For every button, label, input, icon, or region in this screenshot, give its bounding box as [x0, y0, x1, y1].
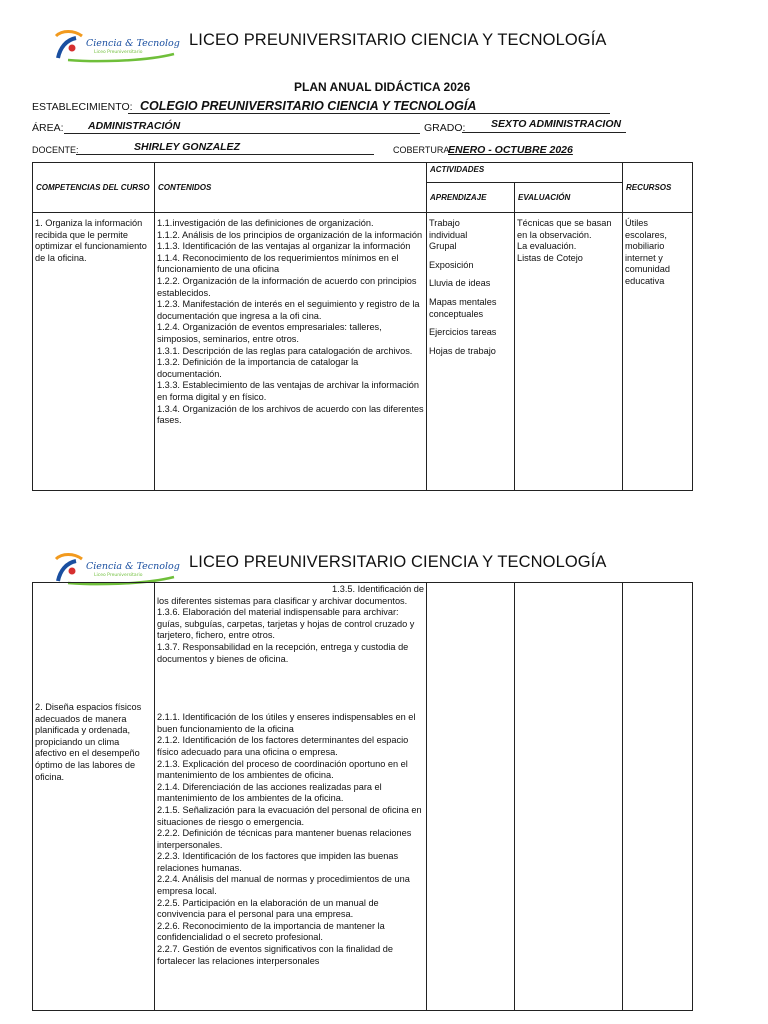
aprendizaje-item: Hojas de trabajo [429, 345, 496, 356]
contenido-item: los diferentes sistemas para clasificar y archivar documentos. [157, 595, 408, 606]
logo-text: Ciencia & Tecnología [86, 561, 180, 572]
grado-value: SEXTO ADMINISTRACION [491, 118, 622, 130]
logo-text: Ciencia & Tecnología [86, 38, 180, 49]
header-actividades: ACTIVIDADES [427, 163, 623, 183]
contenido-item: 2.2.4. Análisis del manual de normas y procedimientos de una empresa local. [157, 874, 410, 897]
logo-subtext: Liceo Preuniversitario [94, 573, 143, 578]
logo-swoosh-icon [52, 28, 180, 64]
docente-label: DOCENTE: [32, 145, 79, 155]
grado-line [462, 132, 626, 133]
contenido-item: 2.2.6. Reconocimiento de la importancia de mantener la confidencialidad o el secreto profesional. [157, 920, 385, 943]
establecimiento-line [128, 113, 610, 114]
contenido-item: 1.2.4. Organización de eventos empresariales: talleres, simposios, seminarios, entre otros. [157, 322, 382, 344]
competencia-cell: 1. Organiza la información recibida que le permite optimizar el funcionamiento de la oficina. [33, 213, 155, 491]
contenido-item: 1.3.5. Identificación de [332, 584, 424, 594]
header-evaluacion: EVALUACIÓN [515, 183, 623, 213]
contenido-item: 2.1.4. Diferenciación de las acciones realizadas para el mantenimiento de los ambientes de la oficina. [157, 781, 382, 804]
establecimiento-value: COLEGIO PREUNIVERSITARIO CIENCIA Y TECNOLOGÍA [140, 99, 477, 113]
cobertura-label: COBERTURA [393, 145, 450, 155]
aprendizaje-item: Trabajo individual Grupal [429, 218, 468, 252]
contenido-item: 1.1.4. Reconocimiento de los requerimientos mínimos en el funcionamiento de una oficina [157, 252, 399, 275]
contenido-item: 1.3.3. Establecimiento de las ventajas de archivar la información en forma digital y en físico. [157, 380, 419, 402]
contenido-item: 1.1.investigación de las definiciones de organización. [157, 218, 374, 228]
contenido-gap [157, 665, 424, 712]
recursos-cell: Útiles escolares, mobiliario internet y comunidad educativa [623, 213, 693, 491]
contenido-item: 2.2.5. Participación en la elaboración de un manual de convivencia para el personal para una empresa. [157, 897, 379, 920]
contenido-item: 2.2.2. Definición de técnicas para mantener buenas relaciones interpersonales. [157, 828, 412, 850]
evaluacion-cell [515, 583, 623, 1011]
contenido-item: 2.2.3. Identificación de los factores que impiden las buenas relaciones humanas. [157, 851, 399, 873]
header-contenidos: CONTENIDOS [155, 163, 427, 213]
area-line [64, 133, 420, 134]
area-label: ÁREA: [32, 122, 64, 134]
contenido-item: 1.1.3. Identificación de las ventajas al organizar la información [157, 241, 411, 252]
area-value: ADMINISTRACIÓN [88, 120, 181, 132]
school-name: LICEO PREUNIVERSITARIO CIENCIA Y TECNOLOGÍA [189, 31, 607, 49]
cobertura-value: ENERO - OCTUBRE 2026 [448, 144, 573, 156]
header-aprendizaje: APRENDIZAJE [427, 183, 515, 213]
contenido-item: 1.1.2. Análisis de los principios de organización de la información [157, 229, 423, 240]
competencia-cell: 2. Diseña espacios físicos adecuados de manera planificada y ordenada, propiciando un clima afectivo en el desempeño óptimo de las labores de oficina. [33, 583, 155, 1011]
aprendizaje-item: Ejercicios tareas [429, 327, 497, 338]
contenido-item: 2.1.3. Explicación del proceso de coordinación oportuno en el mantenimiento de los ambientes de oficina. [157, 758, 408, 781]
header-competencias: COMPETENCIAS DEL CURSO [33, 163, 155, 213]
evaluacion-cell: Técnicas que se basan en la observación. La evaluación. Listas de Cotejo [515, 213, 623, 491]
plan-title: PLAN ANUAL DIDÁCTICA 2026 [294, 80, 471, 94]
establecimiento-label: ESTABLECIMIENTO: [32, 101, 133, 113]
header-recursos: RECURSOS [623, 163, 693, 213]
recursos-cell [623, 583, 693, 1011]
contenido-item: 2.1.5. Señalización para la evacuación del personal de oficina en situaciones de riesgo o emergencia. [157, 804, 422, 827]
contenidos-cell [155, 583, 427, 1011]
aprendizaje-cell [427, 213, 515, 491]
aprendizaje-item: Exposición [429, 259, 474, 270]
contenido-item: 2.1.1. Identificación de los útiles y enseres indispensables en el buen funcionamiento de la oficina [157, 712, 416, 734]
school-logo [52, 28, 180, 64]
plan-table-page-2 [32, 582, 693, 1011]
contenido-item: 1.3.2. Definición de la importancia de catalogar la documentación. [157, 357, 359, 379]
contenidos-cell [155, 213, 427, 491]
contenido-item: 1.3.1. Descripción de las reglas para catalogación de archivos. [157, 345, 413, 356]
school-name: LICEO PREUNIVERSITARIO CIENCIA Y TECNOLOGÍA [189, 553, 607, 571]
contenido-item: 1.2.2. Organización de la información de acuerdo con principios establecidos. [157, 275, 417, 298]
aprendizaje-cell [427, 583, 515, 1011]
contenido-item: 1.3.6. Elaboración del material indispensable para archivar: guías, subguías, carpetas, tarjetas y hojas de control cruzado y tarjetero, fichero, entre otros. [157, 607, 415, 641]
grado-label: GRADO: [424, 122, 466, 134]
contenido-item: 2.1.2. Identificación de los factores determinantes del espacio físico adecuado para una oficina o empresa. [157, 735, 409, 757]
aprendizaje-item: Lluvia de ideas [429, 278, 491, 289]
plan-table-page-1 [32, 162, 693, 491]
docente-value: SHIRLEY GONZALEZ [134, 141, 240, 153]
contenido-item: 1.3.4. Organización de los archivos de acuerdo con las diferentes fases. [157, 403, 424, 426]
aprendizaje-item: Mapas mentales conceptuales [429, 296, 497, 319]
contenido-item: 1.2.3. Manifestación de interés en el seguimiento y registro de la documentación que ingresa a la ofi cina. [157, 299, 420, 321]
logo-subtext: Liceo Preuniversitario [94, 50, 143, 55]
contenido-item: 1.3.7. Responsabilidad en la recepción, entrega y custodia de documentos y bienes de oficina. [157, 641, 409, 664]
docente-line [76, 154, 374, 155]
contenido-item: 2.2.7. Gestión de eventos significativos con la finalidad de fortalecer las relaciones interpersonales [157, 944, 393, 966]
